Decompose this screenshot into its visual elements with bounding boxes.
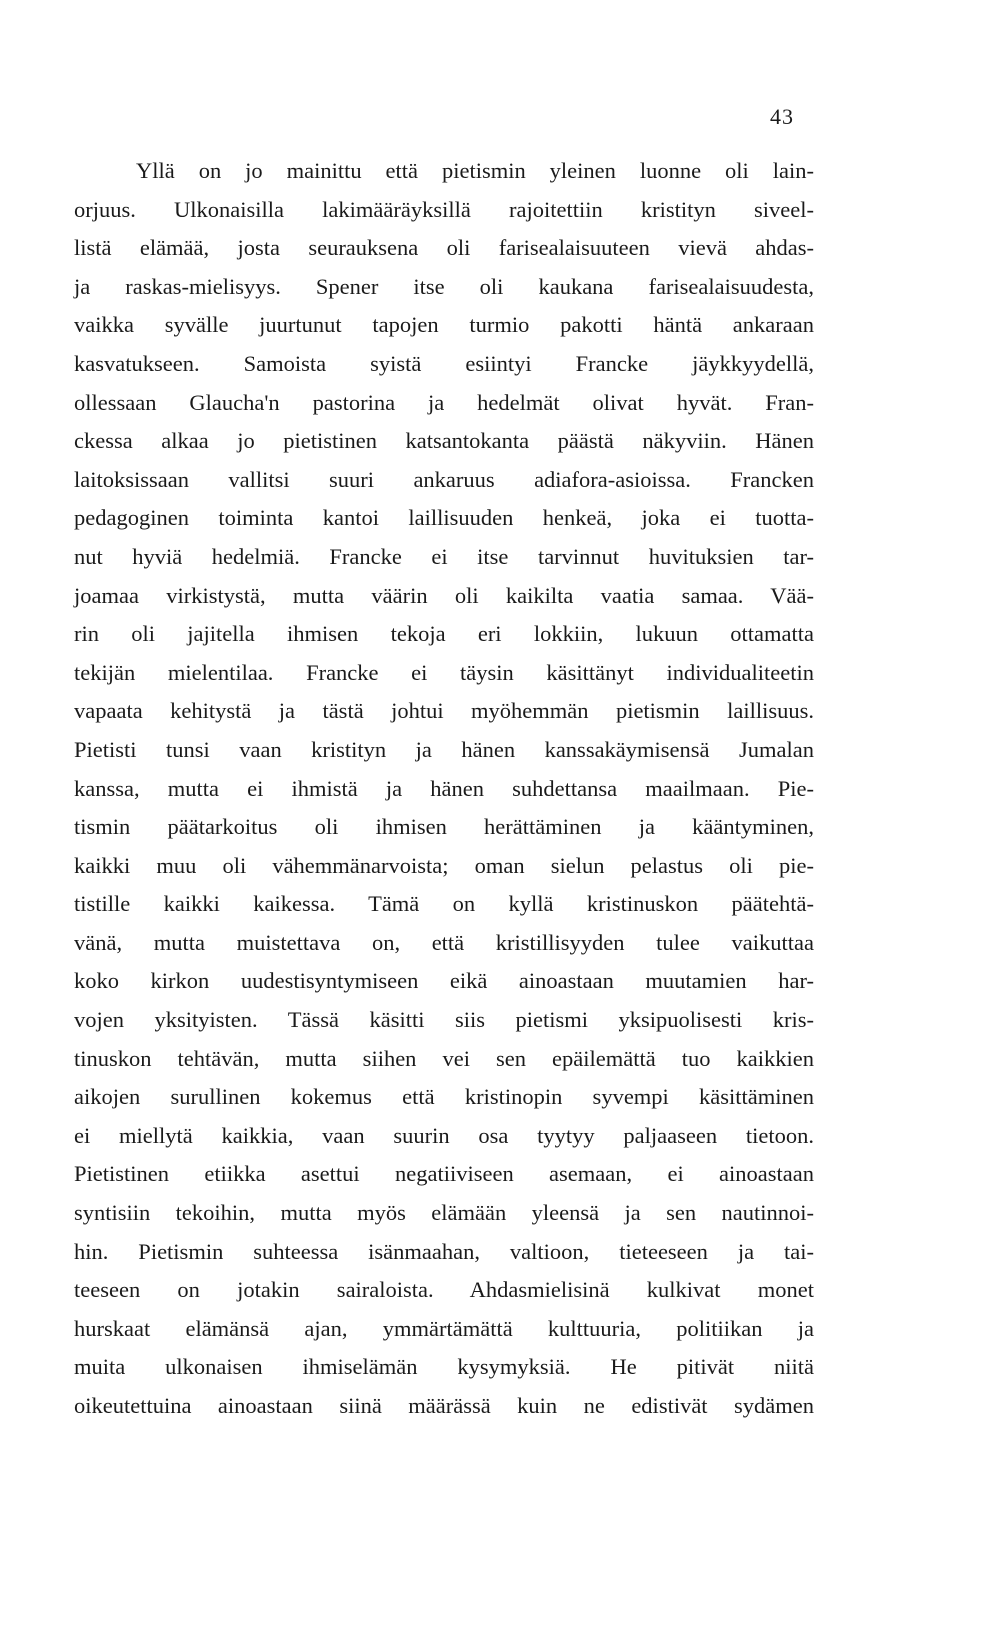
text-line: Yllä on jo mainittu että pietismin yleinen luonne oli lain- xyxy=(136,158,814,183)
text-line: syntisiin tekoihin, mutta myös elämään yleensä ja sen nautinnoi- xyxy=(74,1200,814,1226)
text-line: muita ulkonaisen ihmiselämän kysymyksiä. He pitivät niitä xyxy=(74,1354,814,1380)
text-line: kanssa, mutta ei ihmistä ja hänen suhdettansa maailmaan. Pie- xyxy=(74,775,814,801)
text-line: hurskaat elämänsä ajan, ymmärtämättä kulttuuria, politiikan ja xyxy=(74,1315,814,1341)
text-line: ja raskas-mielisyys. Spener itse oli kaukana farisealaisuudesta, xyxy=(74,273,814,299)
text-line: vapaata kehitystä ja tästä johtui myöhemmän pietismin laillisuus. xyxy=(74,698,814,724)
text-line: joamaa virkistystä, mutta väärin oli kaikilta vaatia samaa. Vää- xyxy=(74,582,814,608)
text-line: nut hyviä hedelmiä. Francke ei itse tarvinnut huvituksien tar- xyxy=(74,543,814,569)
text-line: koko kirkon uudestisyntymiseen eikä ainoastaan muutamien har- xyxy=(74,968,814,994)
text-line: Pietistinen etiikka asettui negatiiviseen asemaan, ei ainoastaan xyxy=(74,1161,814,1187)
text-line: laitoksissaan vallitsi suuri ankaruus adiafora-asioissa. Francken xyxy=(74,466,814,492)
page-number: 43 xyxy=(770,104,794,129)
text-line: vojen yksityisten. Tässä käsitti siis pietismi yksipuolisesti kris- xyxy=(74,1007,814,1033)
text-line: oikeutettuina ainoastaan siinä määrässä kuin ne edistivät sydämen xyxy=(74,1393,814,1418)
text-line: listä elämää, josta seurauksena oli farisealaisuuteen vievä ahdas- xyxy=(74,235,814,261)
text-line: tinuskon tehtävän, mutta siihen vei sen epäilemättä tuo kaikkien xyxy=(74,1045,814,1071)
text-line: hin. Pietismin suhteessa isänmaahan, valtioon, tieteeseen ja tai- xyxy=(74,1238,814,1264)
body-text xyxy=(74,152,814,1426)
text-line: kaikki muu oli vähemmänarvoista; oman sielun pelastus oli pie- xyxy=(74,852,814,878)
text-line: orjuus. Ulkonaisilla lakimääräyksillä rajoitettiin kristityn siveel- xyxy=(74,196,814,222)
text-line: pedagoginen toiminta kantoi laillisuuden henkeä, joka ei tuotta- xyxy=(74,505,814,531)
text-line: aikojen surullinen kokemus että kristinopin syvempi käsittäminen xyxy=(74,1084,814,1110)
text-line: tekijän mielentilaa. Francke ei täysin käsittänyt individualiteetin xyxy=(74,659,814,685)
text-line: tismin päätarkoitus oli ihmisen herättäminen ja kääntyminen, xyxy=(74,814,814,840)
text-line: ckessa alkaa jo pietistinen katsantokanta päästä näkyviin. Hänen xyxy=(74,428,814,454)
text-line: Pietisti tunsi vaan kristityn ja hänen kanssakäymisensä Jumalan xyxy=(74,736,814,762)
text-line: kasvatukseen. Samoista syistä esiintyi Francke jäykkyydellä, xyxy=(74,350,814,376)
text-line: rin oli jajitella ihmisen tekoja eri lokkiin, lukuun ottamatta xyxy=(74,621,814,647)
text-line: vaikka syvälle juurtunut tapojen turmio pakotti häntä ankaraan xyxy=(74,312,814,338)
text-line: ei miellytä kaikkia, vaan suurin osa tyytyy paljaaseen tietoon. xyxy=(74,1122,814,1148)
text-line: ollessaan Glaucha'n pastorina ja hedelmät olivat hyvät. Fran- xyxy=(74,389,814,415)
text-line: vänä, mutta muistettava on, että kristillisyyden tulee vaikuttaa xyxy=(74,929,814,955)
text-line: teeseen on jotakin sairaloista. Ahdasmielisinä kulkivat monet xyxy=(74,1277,814,1303)
text-line: tistille kaikki kaikessa. Tämä on kyllä kristinuskon päätehtä- xyxy=(74,891,814,917)
